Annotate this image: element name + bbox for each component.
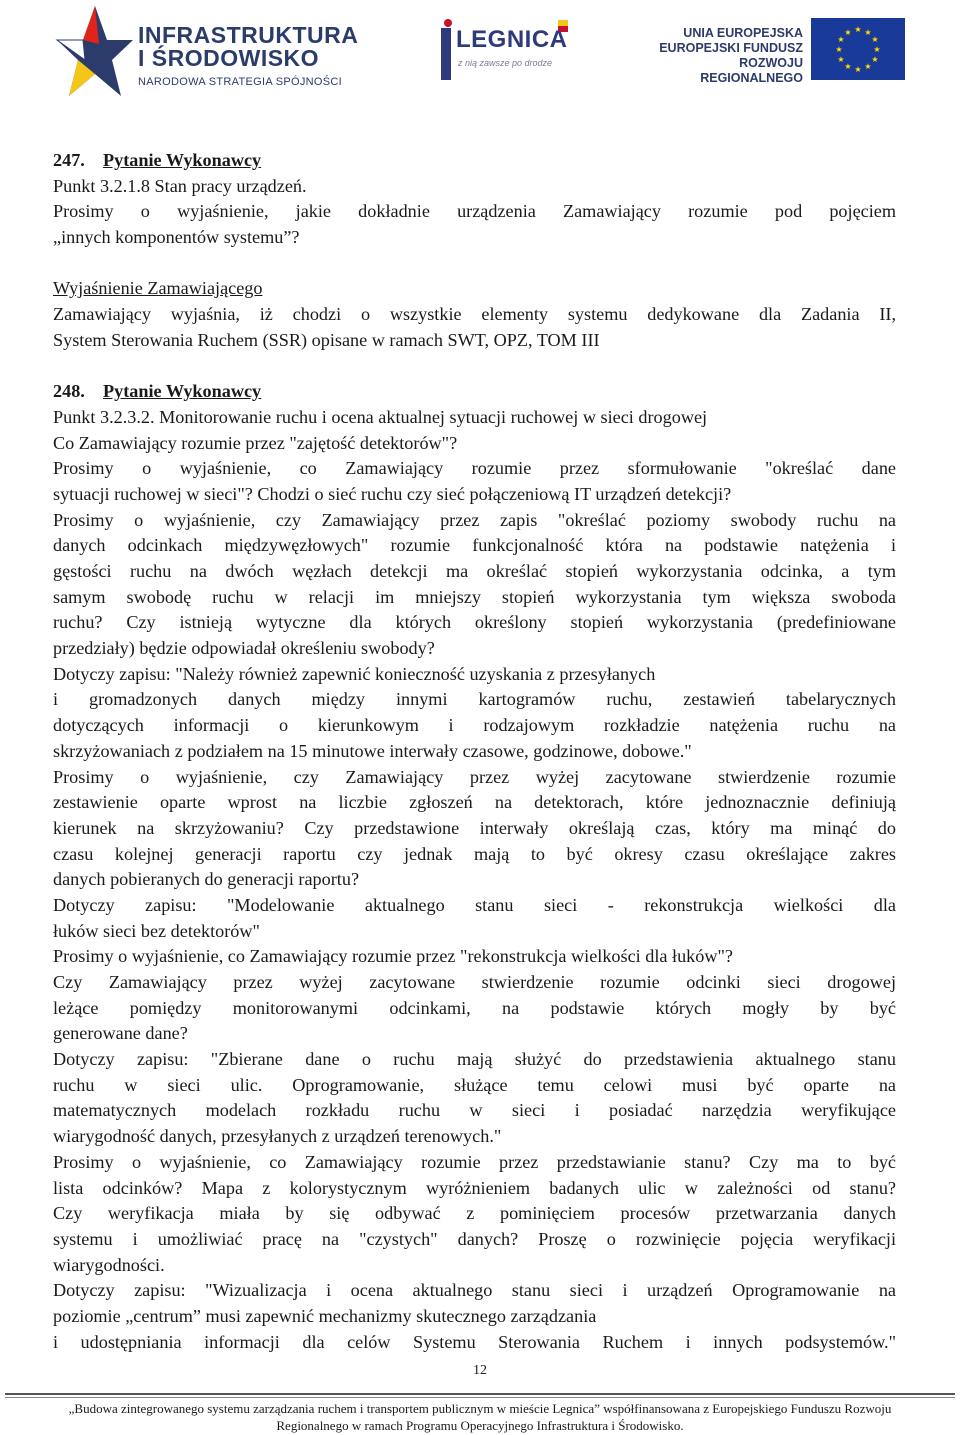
q248-line: zestawienie oparte wprost na liczbie zgłoszeń na detektorach, które jednoznacznie definiują (53, 792, 896, 813)
q248-line: generowane dane? (53, 1023, 188, 1044)
q248-line: kierunek na skrzyżowaniu? Czy przedstawione interwały określają czas, który ma minąć do (53, 817, 896, 838)
q248-line: ruchu? Czy istnieją wytyczne dla których określony stopień wykorzystania (predefiniowane (53, 612, 896, 633)
svg-text:★: ★ (844, 62, 852, 71)
infrastruktura-subtitle: NARODOWA STRATEGIA SPÓJNOŚCI (138, 76, 342, 88)
svg-text:★: ★ (837, 35, 845, 44)
svg-text:★: ★ (871, 55, 879, 64)
q248-line: i gromadzonych danych między innymi kartogramów ruchu, zestawień tabelarycznych (53, 689, 896, 710)
footer-note: „Budowa zintegrowanego systemu zarządzania ruchem i transportem publicznym w mieście Legnica” współfinansowana z Europejskiego Funduszu Rozwoju Regionalnego w ramach Programu Operacyjnego Infrastruktura i Środowisko. (68, 1401, 892, 1433)
q248-line: Prosimy o wyjaśnienie, czy Zamawiający przez wyżej zacytowane stwierdzenie rozumie (53, 766, 896, 787)
q248-line: skrzyżowaniach z podziałem na 15 minutowe interwały czasowe, godzinowe, dobowe." (53, 740, 692, 761)
q247-answer-line: System Sterowania Ruchem (SSR) opisane w ramach SWT, OPZ, TOM III (53, 329, 600, 350)
footer-divider (5, 1397, 955, 1398)
q248-line: samym swobodę ruchu w relacji im mniejszy stopień wykorzystania tym większa swoboda (53, 586, 896, 607)
page-header (0, 0, 960, 110)
footer-divider (5, 1393, 955, 1395)
q248-heading: 248. Pytanie Wykonawcy (53, 381, 262, 402)
q248-line: Dotyczy zapisu: "Zbierane dane o ruchu mają służyć do przedstawienia aktualnego stanu (53, 1049, 896, 1070)
q247-line: Prosimy o wyjaśnienie, jakie dokładnie urządzenia Zamawiający rozumie pod pojęciem (53, 201, 896, 222)
svg-text:★: ★ (871, 35, 879, 44)
legnica-tagline: z nią zawsze po drodze (458, 58, 553, 68)
svg-text:★: ★ (854, 25, 862, 34)
q248-line: Czy weryfikacja miała by się odbywać z pominięciem procesów przetwarzania danych (53, 1203, 896, 1224)
infrastruktura-title: INFRASTRUKTURA I ŚRODOWISKO (138, 22, 359, 71)
q247-answer-line: Zamawiający wyjaśnia, iż chodzi o wszystkie elementy systemu dedykowane dla Zadania II, (53, 304, 896, 325)
infrastruktura-srodowisko-logo (55, 4, 365, 100)
q248-line: Czy Zamawiający przez wyżej zacytowane stwierdzenie rozumie odcinki sieci drogowej (53, 972, 896, 992)
document-body (53, 148, 896, 1355)
q248-line: Dotyczy zapisu: "Należy również zapewnić konieczność uzyskania z przesyłanych (53, 663, 656, 684)
q248-line: poziomie „centrum” musi zapewnić mechanizmy skutecznego zarządzania (53, 1305, 597, 1326)
q248-line: Prosimy o wyjaśnienie, czy Zamawiający przez zapis "określać poziomy swobody ruchu na (53, 509, 896, 530)
q248-line: systemu i umożliwiać pracę na "czystych" danych? Proszę o rozwinięcie pojęcia weryfikacji (53, 1228, 896, 1249)
q248-line: lista odcinków? Mapa z kolorystycznym wyróżnieniem badanych ulic w zależności od stanu? (53, 1177, 896, 1198)
q248-line: przedziały) będzie odpowiadał określeniu swobody? (53, 638, 435, 659)
svg-text:★: ★ (864, 28, 872, 37)
q248-line: dotyczących informacji o kierunkowym i rodzajowym rozkładzie natężenia ruchu na (53, 715, 896, 736)
q247-line: „innych komponentów systemu”? (53, 227, 300, 248)
q248-line: wiarygodność danych, przesyłanych z urządzeń terenowych." (53, 1126, 502, 1147)
svg-text:★: ★ (844, 28, 852, 37)
q248-line: łuków sieci bez detektorów" (53, 920, 260, 941)
page-number: 12 (473, 1363, 487, 1378)
q248-line: Punkt 3.2.3.2. Monitorowanie ruchu i ocena aktualnej sytuacji ruchowej w sieci drogowej (53, 406, 708, 427)
svg-text:★: ★ (835, 45, 843, 54)
q248-line: wiarygodności. (53, 1254, 165, 1275)
q248-line: i udostępniania informacji dla celów Systemu Sterowania Ruchem i innych podsystemów." (53, 1331, 896, 1352)
svg-text:★: ★ (837, 55, 845, 64)
q248-line: gęstości ruchu na dwóch węzłach detekcji ma określać stopień wykorzystania odcinka, a tym (53, 561, 896, 581)
q247-line: Punkt 3.2.1.8 Stan pracy urządzeń. (53, 175, 307, 196)
q248-line: danych pobieranych do generacji raportu? (53, 869, 360, 890)
q248-line: leżące pomiędzy monitorowanymi odcinkami, na podstawie których mogły by być (53, 997, 896, 1018)
svg-text:★: ★ (873, 45, 881, 54)
q248-line: sytuacji ruchowej w sieci"? Chodzi o sieć ruchu czy sieć połączeniową IT urządzeń detekcji? (53, 483, 732, 504)
q248-line: Dotyczy zapisu: "Wizualizacja i ocena aktualnego stanu sieci i urządzeń Oprogramowanie na (53, 1280, 896, 1301)
eu-flag-icon (811, 18, 905, 80)
legnica-name: LEGNICA (456, 26, 568, 53)
legnica-mark-icon (440, 18, 456, 80)
eu-fund-text: UNIA EUROPEJSKA EUROPEJSKI FUNDUSZ ROZWOJU REGIONALNEGO (659, 26, 803, 85)
q248-line: czasu kolejnej generacji raportu czy jednak mają to być okresy czasu określające zakres (53, 843, 896, 864)
star-emblem-icon (55, 4, 135, 100)
q248-line: Dotyczy zapisu: "Modelowanie aktualnego stanu sieci - rekonstrukcja wielkości dla (53, 894, 896, 915)
q247-heading: 247. Pytanie Wykonawcy (53, 150, 262, 170)
q248-line: matematycznych modelach rozkładu ruchu w sieci i posiadać narzędzia weryfikujące (53, 1100, 896, 1121)
q248-line: Prosimy o wyjaśnienie, co Zamawiający rozumie przez sformułowanie "określać dane (53, 458, 896, 479)
eu-fund-logo (643, 18, 905, 85)
q248-line: danych odcinkach międzywęzłowych" rozumie funkcjonalność która na podstawie natężenia i (53, 535, 896, 556)
legnica-logo (440, 18, 580, 88)
q248-line: Prosimy o wyjaśnienie, co Zamawiający rozumie przez "rekonstrukcja wielkości dla łuków"? (53, 946, 733, 967)
svg-text:★: ★ (864, 62, 872, 71)
q247-answer-heading: Wyjaśnienie Zamawiającego (53, 278, 263, 299)
q248-line: Prosimy o wyjaśnienie, co Zamawiający rozumie przez przedstawianie stanu? Czy ma to być (53, 1151, 896, 1172)
q248-line: ruchu w sieci ulic. Oprogramowanie, służące temu celowi musi być oparte na (53, 1074, 896, 1095)
svg-text:★: ★ (854, 65, 862, 74)
q248-line: Co Zamawiający rozumie przez "zajętość detektorów"? (53, 432, 458, 453)
